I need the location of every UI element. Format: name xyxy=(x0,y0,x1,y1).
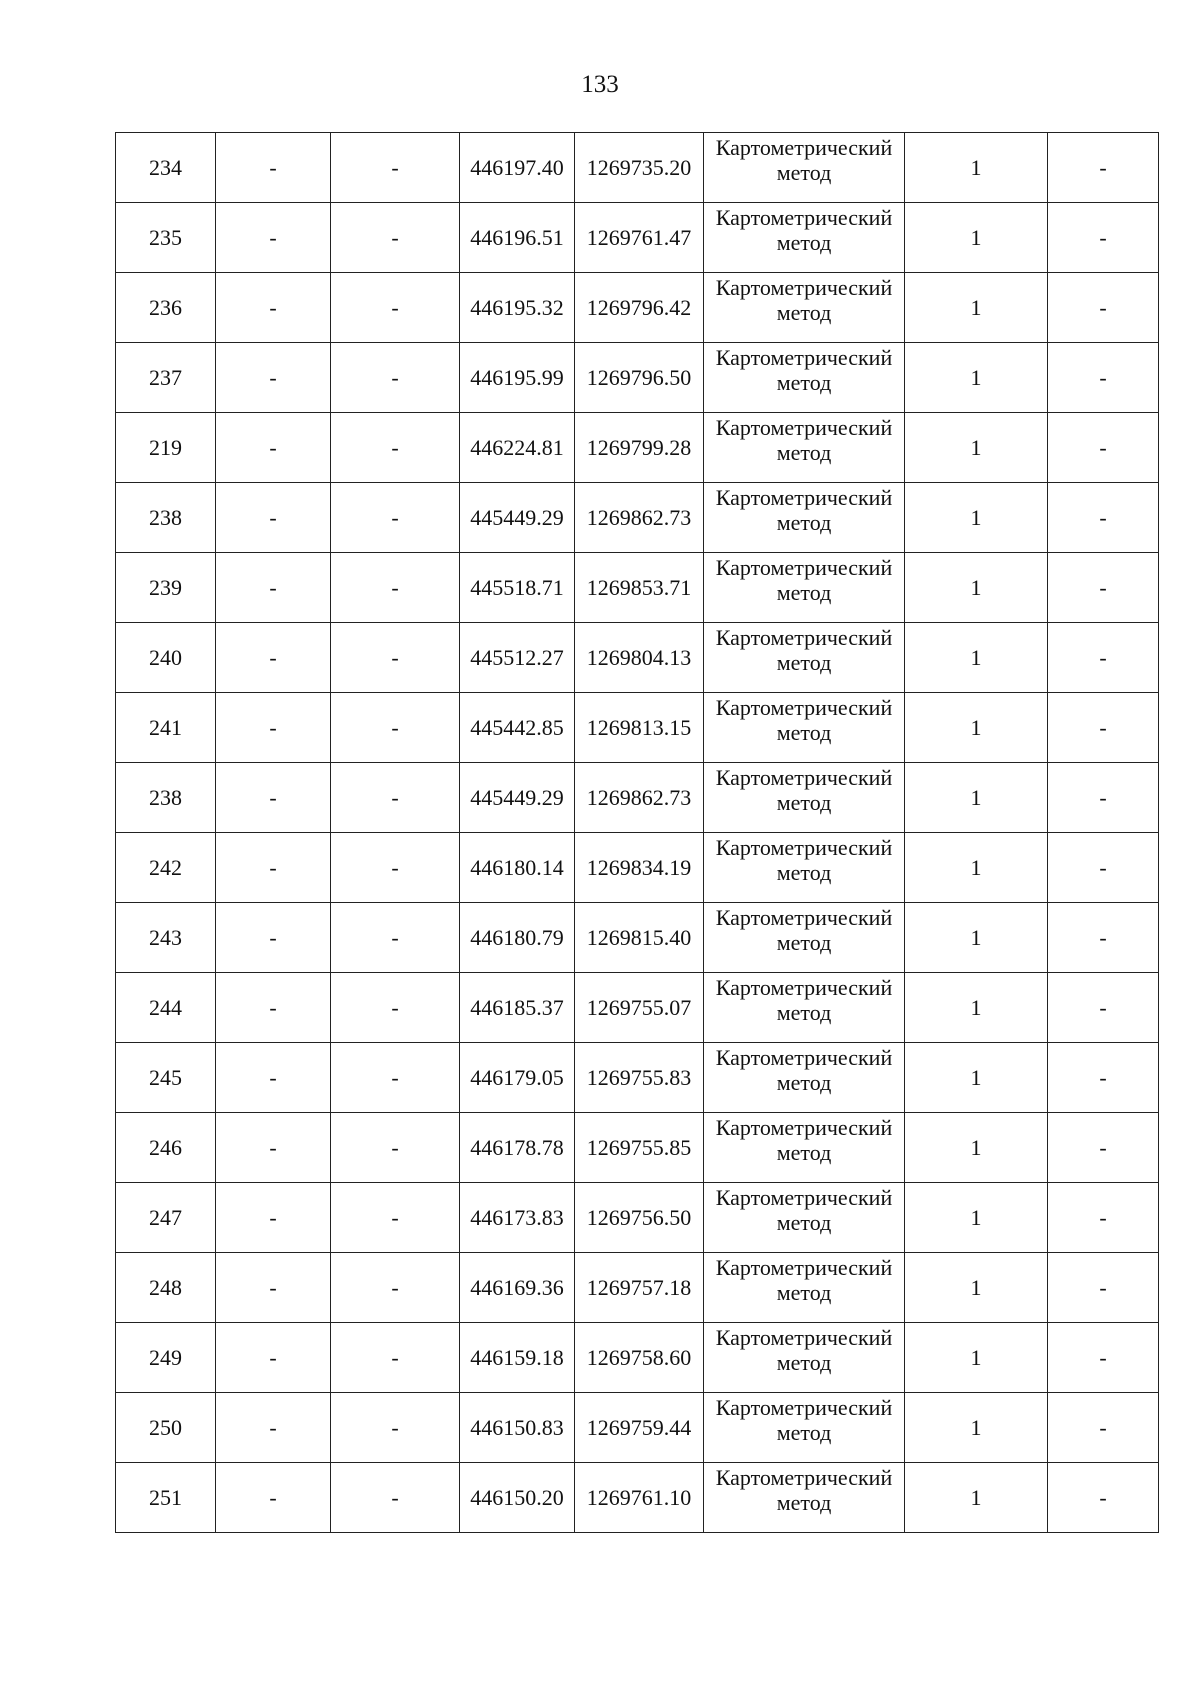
method-line2: метод xyxy=(776,790,832,815)
point-number-cell: 238 xyxy=(116,483,216,553)
point-number-cell: 247 xyxy=(116,1183,216,1253)
y-coordinate-cell: 1269758.60 xyxy=(575,1323,704,1393)
empty-x-cell: - xyxy=(216,1113,331,1183)
empty-x-cell: - xyxy=(216,1463,331,1533)
method-line2: метод xyxy=(776,1280,832,1305)
empty-x-cell: - xyxy=(216,273,331,343)
method-cell xyxy=(704,133,905,203)
description-cell: - xyxy=(1048,1323,1159,1393)
description-cell: - xyxy=(1048,623,1159,693)
y-coordinate-cell: 1269862.73 xyxy=(575,763,704,833)
point-number-cell: 244 xyxy=(116,973,216,1043)
empty-y-cell: - xyxy=(331,1463,460,1533)
point-number-cell: 239 xyxy=(116,553,216,623)
method-line1: Картометрический xyxy=(715,1395,893,1420)
x-coordinate-cell: 446195.99 xyxy=(460,343,575,413)
empty-y-cell: - xyxy=(331,1043,460,1113)
empty-x-cell: - xyxy=(216,763,331,833)
empty-x-cell: - xyxy=(216,1253,331,1323)
method-cell xyxy=(704,203,905,273)
y-coordinate-cell: 1269756.50 xyxy=(575,1183,704,1253)
method-line1: Картометрический xyxy=(715,765,893,790)
method-line1: Картометрический xyxy=(715,1045,893,1070)
table-row xyxy=(116,1113,1159,1183)
y-coordinate-cell: 1269796.50 xyxy=(575,343,704,413)
accuracy-cell: 1 xyxy=(905,553,1048,623)
table-row xyxy=(116,1323,1159,1393)
point-number-cell: 243 xyxy=(116,903,216,973)
y-coordinate-cell: 1269862.73 xyxy=(575,483,704,553)
y-coordinate-cell: 1269761.10 xyxy=(575,1463,704,1533)
accuracy-cell: 1 xyxy=(905,1113,1048,1183)
x-coordinate-cell: 446173.83 xyxy=(460,1183,575,1253)
accuracy-cell: 1 xyxy=(905,203,1048,273)
method-line1: Картометрический xyxy=(715,555,893,580)
point-number-cell: 249 xyxy=(116,1323,216,1393)
method-line1: Картометрический xyxy=(715,205,893,230)
description-cell: - xyxy=(1048,693,1159,763)
table-row xyxy=(116,1393,1159,1463)
empty-y-cell: - xyxy=(331,203,460,273)
point-number-cell: 240 xyxy=(116,623,216,693)
method-cell xyxy=(704,1393,905,1463)
table-row xyxy=(116,1463,1159,1533)
description-cell: - xyxy=(1048,903,1159,973)
table-row xyxy=(116,623,1159,693)
point-number-cell: 241 xyxy=(116,693,216,763)
description-cell: - xyxy=(1048,1183,1159,1253)
empty-x-cell: - xyxy=(216,413,331,483)
coordinates-table xyxy=(115,132,1159,1533)
description-cell: - xyxy=(1048,273,1159,343)
x-coordinate-cell: 446150.83 xyxy=(460,1393,575,1463)
empty-y-cell: - xyxy=(331,1113,460,1183)
method-cell xyxy=(704,693,905,763)
empty-y-cell: - xyxy=(331,833,460,903)
method-line1: Картометрический xyxy=(715,275,893,300)
page-number: 133 xyxy=(581,71,619,98)
table-body xyxy=(116,133,1159,1533)
method-line1: Картометрический xyxy=(715,975,893,1000)
table-row xyxy=(116,833,1159,903)
point-number-cell: 246 xyxy=(116,1113,216,1183)
method-line2: метод xyxy=(776,300,832,325)
table-row xyxy=(116,553,1159,623)
accuracy-cell: 1 xyxy=(905,903,1048,973)
empty-y-cell: - xyxy=(331,1323,460,1393)
y-coordinate-cell: 1269755.85 xyxy=(575,1113,704,1183)
y-coordinate-cell: 1269853.71 xyxy=(575,553,704,623)
description-cell: - xyxy=(1048,1393,1159,1463)
method-line2: метод xyxy=(776,860,832,885)
point-number-cell: 219 xyxy=(116,413,216,483)
accuracy-cell: 1 xyxy=(905,973,1048,1043)
table-row xyxy=(116,133,1159,203)
empty-x-cell: - xyxy=(216,1043,331,1113)
description-cell: - xyxy=(1048,1113,1159,1183)
x-coordinate-cell: 446196.51 xyxy=(460,203,575,273)
method-cell xyxy=(704,343,905,413)
accuracy-cell: 1 xyxy=(905,273,1048,343)
empty-y-cell: - xyxy=(331,973,460,1043)
table-row xyxy=(116,903,1159,973)
method-line2: метод xyxy=(776,1140,832,1165)
method-cell xyxy=(704,1253,905,1323)
empty-y-cell: - xyxy=(331,1253,460,1323)
y-coordinate-cell: 1269796.42 xyxy=(575,273,704,343)
description-cell: - xyxy=(1048,203,1159,273)
description-cell: - xyxy=(1048,1253,1159,1323)
y-coordinate-cell: 1269815.40 xyxy=(575,903,704,973)
empty-y-cell: - xyxy=(331,553,460,623)
point-number-cell: 245 xyxy=(116,1043,216,1113)
accuracy-cell: 1 xyxy=(905,343,1048,413)
table-row xyxy=(116,973,1159,1043)
empty-y-cell: - xyxy=(331,763,460,833)
point-number-cell: 251 xyxy=(116,1463,216,1533)
table-row xyxy=(116,273,1159,343)
x-coordinate-cell: 446150.20 xyxy=(460,1463,575,1533)
y-coordinate-cell: 1269755.07 xyxy=(575,973,704,1043)
table-row xyxy=(116,203,1159,273)
accuracy-cell: 1 xyxy=(905,693,1048,763)
accuracy-cell: 1 xyxy=(905,1253,1048,1323)
x-coordinate-cell: 446180.79 xyxy=(460,903,575,973)
empty-y-cell: - xyxy=(331,693,460,763)
method-line2: метод xyxy=(776,1000,832,1025)
empty-y-cell: - xyxy=(331,1183,460,1253)
x-coordinate-cell: 445449.29 xyxy=(460,763,575,833)
empty-y-cell: - xyxy=(331,273,460,343)
x-coordinate-cell: 446185.37 xyxy=(460,973,575,1043)
accuracy-cell: 1 xyxy=(905,763,1048,833)
empty-y-cell: - xyxy=(331,483,460,553)
empty-y-cell: - xyxy=(331,623,460,693)
method-line1: Картометрический xyxy=(715,1255,893,1280)
empty-x-cell: - xyxy=(216,553,331,623)
y-coordinate-cell: 1269813.15 xyxy=(575,693,704,763)
point-number-cell: 235 xyxy=(116,203,216,273)
table-row xyxy=(116,693,1159,763)
point-number-cell: 248 xyxy=(116,1253,216,1323)
empty-x-cell: - xyxy=(216,343,331,413)
method-cell xyxy=(704,413,905,483)
accuracy-cell: 1 xyxy=(905,1393,1048,1463)
accuracy-cell: 1 xyxy=(905,623,1048,693)
table-row xyxy=(116,1043,1159,1113)
method-line2: метод xyxy=(776,1070,832,1095)
empty-y-cell: - xyxy=(331,133,460,203)
method-cell xyxy=(704,1463,905,1533)
method-line2: метод xyxy=(776,720,832,745)
description-cell: - xyxy=(1048,343,1159,413)
x-coordinate-cell: 446195.32 xyxy=(460,273,575,343)
empty-x-cell: - xyxy=(216,973,331,1043)
description-cell: - xyxy=(1048,133,1159,203)
empty-x-cell: - xyxy=(216,693,331,763)
method-line1: Картометрический xyxy=(715,1465,893,1490)
empty-x-cell: - xyxy=(216,833,331,903)
accuracy-cell: 1 xyxy=(905,483,1048,553)
method-cell xyxy=(704,1323,905,1393)
description-cell: - xyxy=(1048,1463,1159,1533)
method-cell xyxy=(704,763,905,833)
method-line1: Картометрический xyxy=(715,835,893,860)
accuracy-cell: 1 xyxy=(905,833,1048,903)
method-line2: метод xyxy=(776,580,832,605)
x-coordinate-cell: 446180.14 xyxy=(460,833,575,903)
method-line2: метод xyxy=(776,370,832,395)
x-coordinate-cell: 446178.78 xyxy=(460,1113,575,1183)
method-cell xyxy=(704,623,905,693)
method-line2: метод xyxy=(776,650,832,675)
table-row xyxy=(116,483,1159,553)
table-row xyxy=(116,413,1159,483)
y-coordinate-cell: 1269804.13 xyxy=(575,623,704,693)
x-coordinate-cell: 445512.27 xyxy=(460,623,575,693)
method-line2: метод xyxy=(776,440,832,465)
description-cell: - xyxy=(1048,413,1159,483)
y-coordinate-cell: 1269755.83 xyxy=(575,1043,704,1113)
method-cell xyxy=(704,483,905,553)
empty-x-cell: - xyxy=(216,133,331,203)
method-cell xyxy=(704,1043,905,1113)
point-number-cell: 242 xyxy=(116,833,216,903)
accuracy-cell: 1 xyxy=(905,1463,1048,1533)
description-cell: - xyxy=(1048,763,1159,833)
method-line2: метод xyxy=(776,1490,832,1515)
y-coordinate-cell: 1269735.20 xyxy=(575,133,704,203)
empty-x-cell: - xyxy=(216,203,331,273)
x-coordinate-cell: 445518.71 xyxy=(460,553,575,623)
x-coordinate-cell: 446179.05 xyxy=(460,1043,575,1113)
method-line2: метод xyxy=(776,1420,832,1445)
empty-x-cell: - xyxy=(216,1323,331,1393)
method-cell xyxy=(704,833,905,903)
description-cell: - xyxy=(1048,973,1159,1043)
method-cell xyxy=(704,1183,905,1253)
accuracy-cell: 1 xyxy=(905,133,1048,203)
method-line2: метод xyxy=(776,1350,832,1375)
description-cell: - xyxy=(1048,553,1159,623)
method-cell xyxy=(704,973,905,1043)
empty-y-cell: - xyxy=(331,1393,460,1463)
point-number-cell: 237 xyxy=(116,343,216,413)
point-number-cell: 236 xyxy=(116,273,216,343)
method-line2: метод xyxy=(776,160,832,185)
x-coordinate-cell: 446169.36 xyxy=(460,1253,575,1323)
empty-x-cell: - xyxy=(216,903,331,973)
empty-y-cell: - xyxy=(331,343,460,413)
method-line1: Картометрический xyxy=(715,695,893,720)
point-number-cell: 250 xyxy=(116,1393,216,1463)
method-cell xyxy=(704,553,905,623)
y-coordinate-cell: 1269834.19 xyxy=(575,833,704,903)
y-coordinate-cell: 1269761.47 xyxy=(575,203,704,273)
table-row xyxy=(116,763,1159,833)
method-cell xyxy=(704,903,905,973)
point-number-cell: 234 xyxy=(116,133,216,203)
empty-y-cell: - xyxy=(331,413,460,483)
description-cell: - xyxy=(1048,833,1159,903)
x-coordinate-cell: 445449.29 xyxy=(460,483,575,553)
x-coordinate-cell: 446224.81 xyxy=(460,413,575,483)
accuracy-cell: 1 xyxy=(905,1323,1048,1393)
method-line1: Картометрический xyxy=(715,1325,893,1350)
x-coordinate-cell: 446159.18 xyxy=(460,1323,575,1393)
x-coordinate-cell: 445442.85 xyxy=(460,693,575,763)
method-line1: Картометрический xyxy=(715,1115,893,1140)
method-line2: метод xyxy=(776,230,832,255)
table-row xyxy=(116,1253,1159,1323)
x-coordinate-cell: 446197.40 xyxy=(460,133,575,203)
table-row xyxy=(116,343,1159,413)
method-line1: Картометрический xyxy=(715,485,893,510)
y-coordinate-cell: 1269757.18 xyxy=(575,1253,704,1323)
method-line2: метод xyxy=(776,510,832,535)
accuracy-cell: 1 xyxy=(905,413,1048,483)
method-line2: метод xyxy=(776,930,832,955)
method-line1: Картометрический xyxy=(715,625,893,650)
method-cell xyxy=(704,273,905,343)
accuracy-cell: 1 xyxy=(905,1043,1048,1113)
empty-x-cell: - xyxy=(216,623,331,693)
method-line1: Картометрический xyxy=(715,1185,893,1210)
accuracy-cell: 1 xyxy=(905,1183,1048,1253)
table-row xyxy=(116,1183,1159,1253)
empty-x-cell: - xyxy=(216,1183,331,1253)
y-coordinate-cell: 1269759.44 xyxy=(575,1393,704,1463)
y-coordinate-cell: 1269799.28 xyxy=(575,413,704,483)
empty-x-cell: - xyxy=(216,1393,331,1463)
description-cell: - xyxy=(1048,483,1159,553)
method-line1: Картометрический xyxy=(715,415,893,440)
method-line1: Картометрический xyxy=(715,345,893,370)
method-line1: Картометрический xyxy=(715,905,893,930)
point-number-cell: 238 xyxy=(116,763,216,833)
empty-x-cell: - xyxy=(216,483,331,553)
method-cell xyxy=(704,1113,905,1183)
empty-y-cell: - xyxy=(331,903,460,973)
method-line1: Картометрический xyxy=(715,135,893,160)
method-line2: метод xyxy=(776,1210,832,1235)
description-cell: - xyxy=(1048,1043,1159,1113)
